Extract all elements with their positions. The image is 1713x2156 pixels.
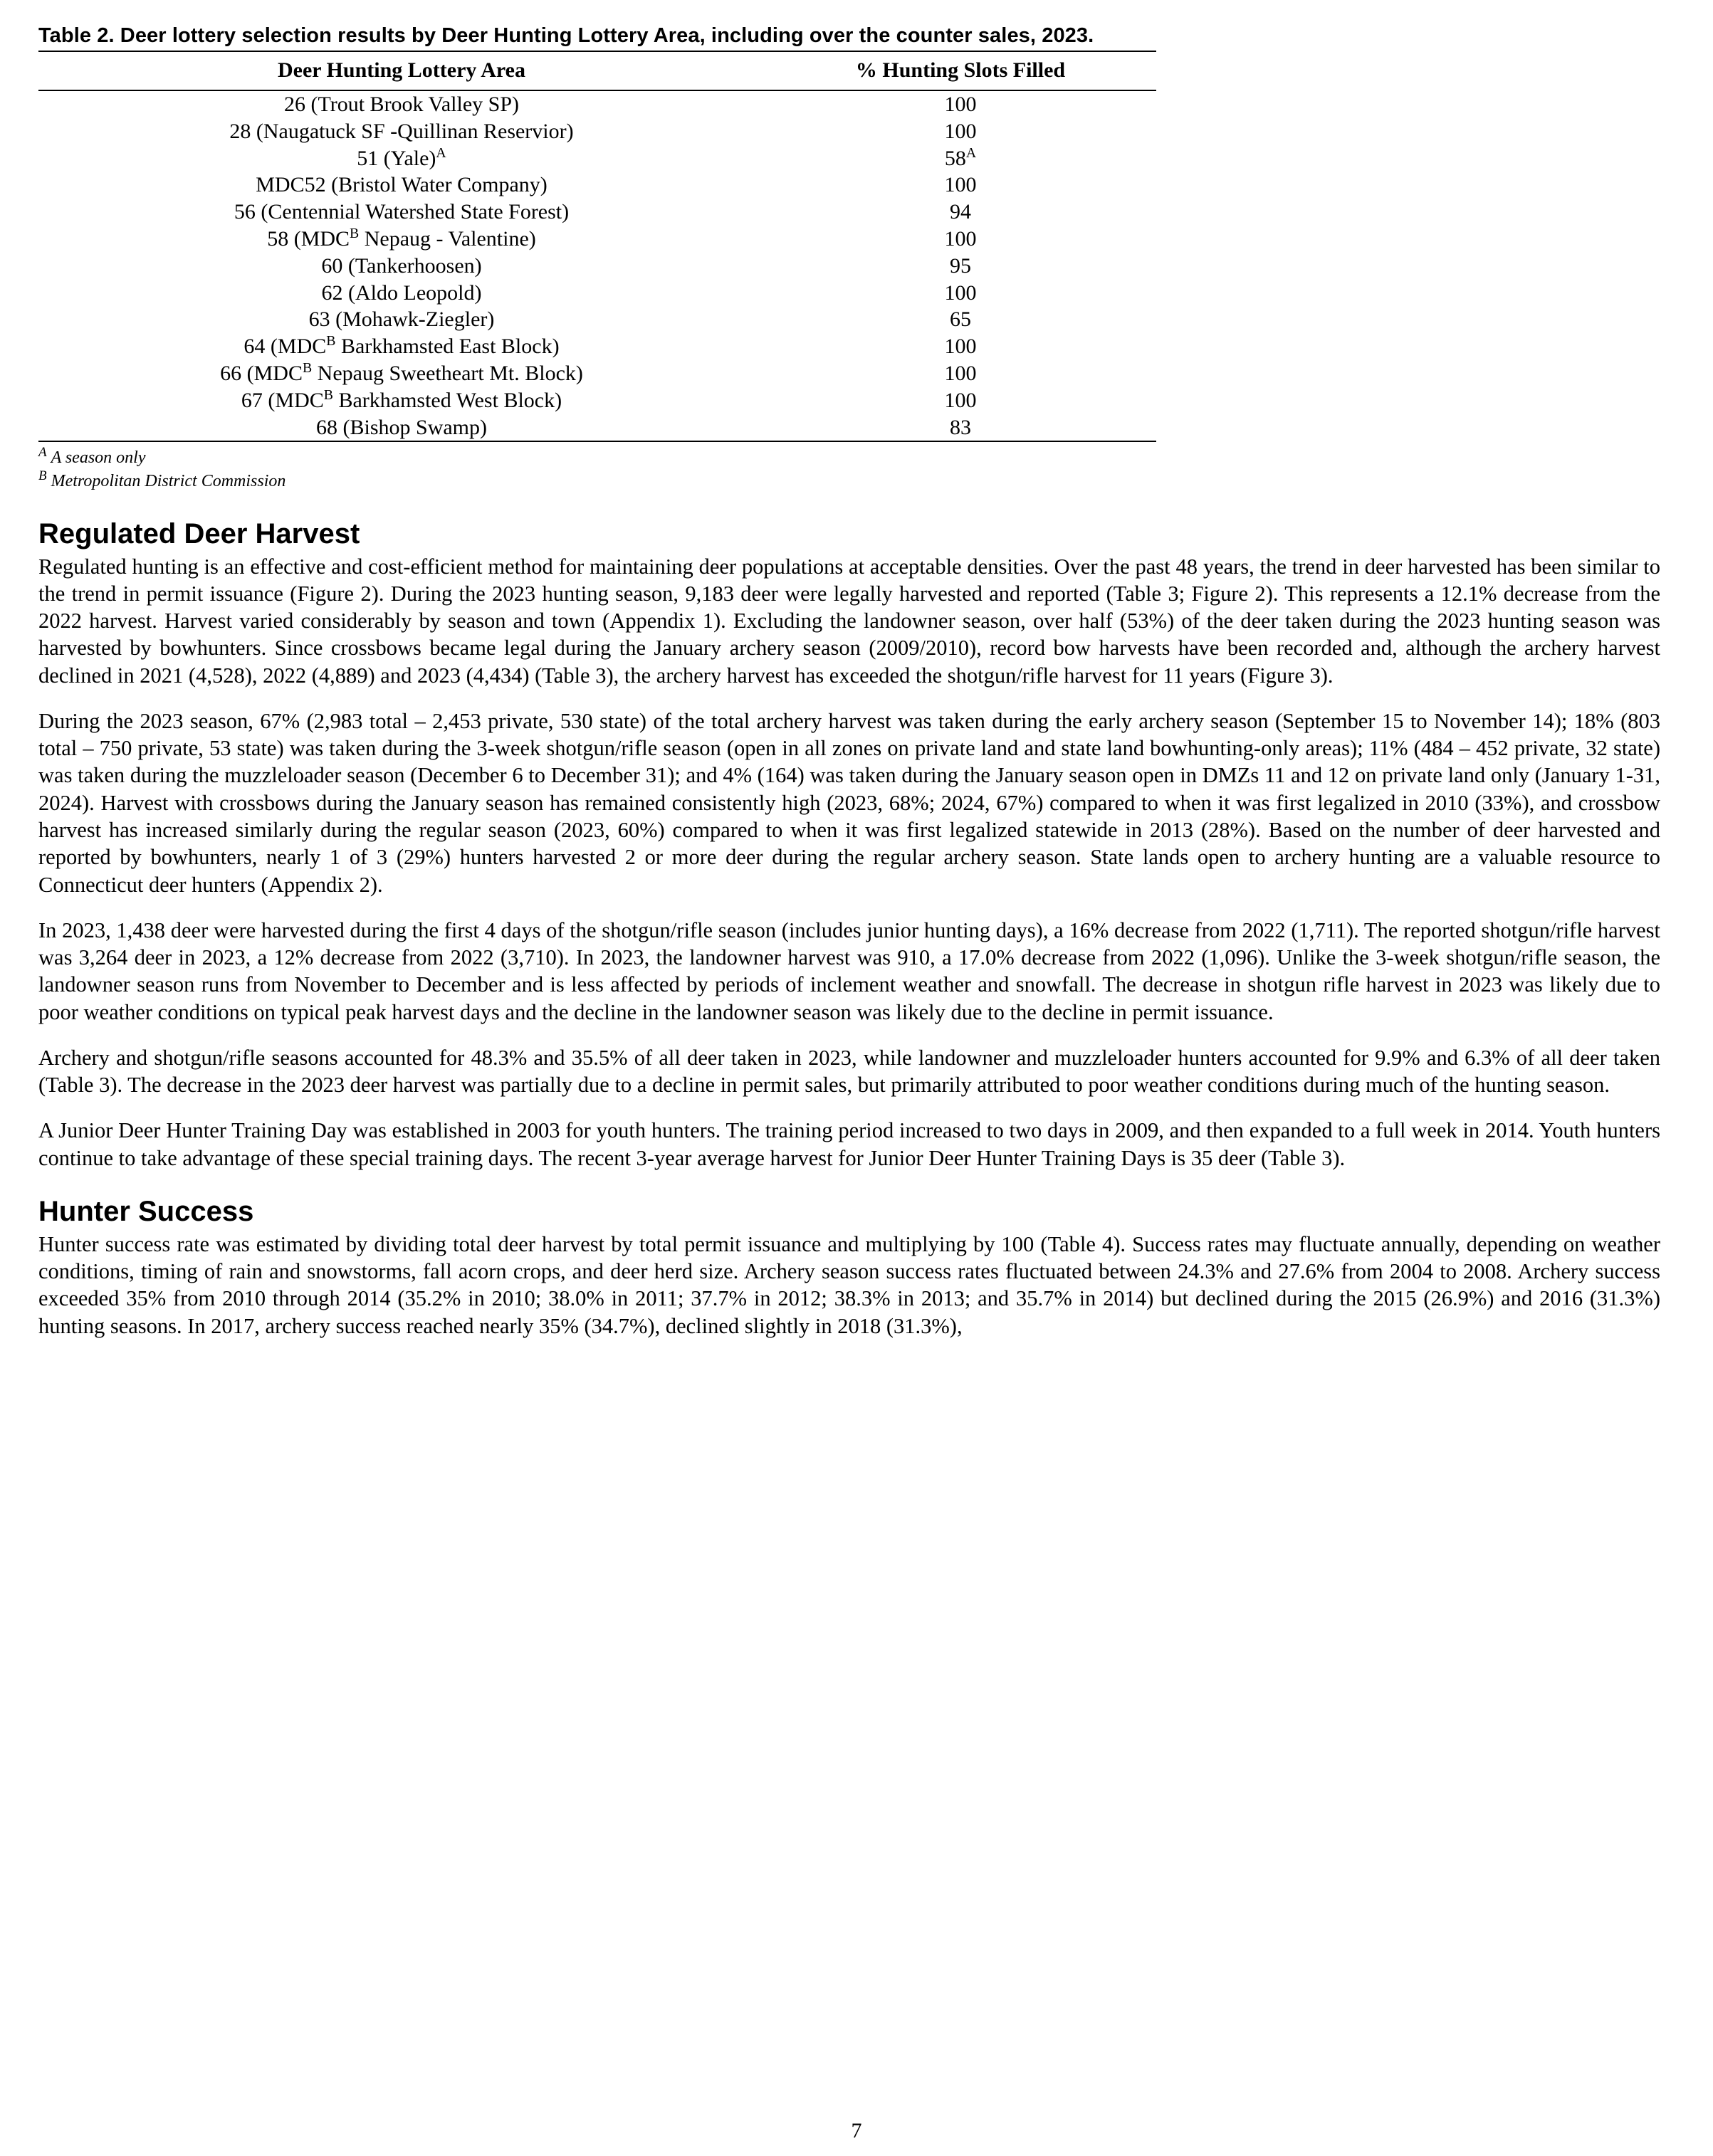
footnote-a (38, 446, 1660, 470)
cell-percent-slots-filled: 100 (944, 388, 977, 412)
paragraph: Regulated hunting is an effective and cost-efficient method for maintaining deer populations at acceptable densities. Over the past 48 years, the trend in deer harvested has been similar to the trend in permit issuance (Figure 2). During the 2023 hunting season, 9,183 deer were legally harvested and reported (Table 3; Figure 2). This represents a 12.1% decrease from the 2022 harvest. Harvest varied considerably by season and town (Appendix 1). Excluding the landowner season, over half (53%) of the deer taken during the 2023 hunting season was harvested by bowhunters. Since crossbows became legal during the January archery season (2009/2010), record bow harvests have been recorded and, although the archery harvest declined in 2021 (4,528), 2022 (4,889) and 2023 (4,434) (Table 3), the archery harvest has exceeded the shotgun/rifle harvest for 11 years (Figure 3). (38, 554, 1660, 688)
table-row (38, 90, 1156, 118)
cell-lottery-area: 28 (Naugatuck SF -Quillinan Reservior) (229, 119, 574, 143)
cell-lottery-area: 58 ($MDC^B$ Nepaug - Valentine) (267, 225, 536, 251)
cell-lottery-area: 63 (Mohawk-Ziegler) (308, 307, 495, 332)
table-row (38, 199, 1156, 226)
cell-percent-slots-filled: 65 (950, 307, 971, 332)
cell-percent-slots-filled: 100 (944, 361, 977, 385)
cell-percent-slots-filled: 100 (944, 226, 977, 251)
table-row (38, 414, 1156, 442)
column-header-pct: % Hunting Slots Filled (765, 51, 1156, 90)
cell-lottery-area: 67 ($MDC^B$ Barkhamsted West Block) (241, 386, 562, 412)
table-container (38, 51, 1156, 442)
cell-percent-slots-filled: 100 (944, 173, 977, 197)
table-row (38, 145, 1156, 172)
paragraph: Archery and shotgun/rifle seasons accounted for 48.3% and 35.5% of all deer taken in 2023, while landowner and muzzleloader hunters accounted for 9.9% and 6.3% of all deer taken (Table 3). The decrease in the 2023 deer harvest was partially due to a decline in permit sales, but primarily attributed to poor weather conditions during much of the hunting season. (38, 1045, 1660, 1098)
cell-lottery-area: 56 (Centennial Watershed State Forest) (234, 200, 570, 224)
cell-percent-slots-filled: 100 (944, 335, 977, 359)
cell-lottery-area: 60 (Tankerhoosen) (321, 253, 482, 278)
table-row (38, 306, 1156, 333)
footnote-b-mark: B (38, 468, 47, 484)
cell-percent-slots-filled: 94 (950, 200, 971, 224)
footnote-a-mark: A (38, 445, 47, 461)
table-row (38, 226, 1156, 253)
cell-percent-slots-filled: 83 (765, 414, 1156, 442)
cell-lottery-area: 51 (Yale)$^A$ (357, 144, 446, 170)
footnote-a-text: A season only (51, 448, 146, 468)
cell-percent-slots-filled: 100 (944, 93, 977, 116)
cell-lottery-area: 66 ($MDC^B$ Nepaug Sweetheart Mt. Block) (220, 359, 583, 385)
cell-lottery-area: 68 (Bishop Swamp) (38, 414, 765, 442)
table-row (38, 253, 1156, 280)
footnote-b (38, 470, 1660, 493)
table-head (38, 51, 1156, 90)
cell-lottery-area: 64 ($MDC^B$ Barkhamsted East Block) (243, 333, 560, 359)
table-row (38, 280, 1156, 307)
section-heading-regulated-deer-harvest: Regulated Deer Harvest (38, 517, 360, 549)
table-row (38, 172, 1156, 199)
table-row (38, 118, 1156, 145)
paragraph: During the 2023 season, 67% (2,983 total – 2,453 private, 530 state) of the total archery harvest was taken during the early archery season (September 15 to November 14); 18% (803 total – 750 private, 53 state) was taken during the 3-week shotgun/rifle season (open in all zones on private land and state land bowhunting-only areas); 11% (484 – 452 private, 32 state) was taken during the muzzleloader season (December 6 to December 31); and 4% (164) was taken during the January season open in DMZs 11 and 12 on private land only (January 1-31, 2024). Harvest with crossbows during the January season has remained consistently high (2023, 68%; 2024, 67%) compared to when it was first legalized in 2010 (33%), and crossbow harvest has increased similarly during the regular season (2023, 60%) compared to when it was first legalized statewide in 2013 (28%). Based on the number of deer harvested and reported by bowhunters, nearly 1 of 3 (29%) hunters harvested 2 or more deer during the regular archery season. State lands open to archery hunting are a valuable resource to Connecticut deer hunters (Appendix 2). (38, 708, 1660, 897)
table-footnotes (38, 446, 1660, 493)
table-row (38, 333, 1156, 360)
cell-percent-slots-filled: 100 (944, 119, 977, 143)
footnote-b-text: Metropolitan District Commission (51, 472, 286, 491)
paragraph: Hunter success rate was estimated by dividing total deer harvest by total permit issuance and multiplying by 100 (Table 4). Success rates may fluctuate annually, depending on weather conditions, timing of rain and snowstorms, fall acorn crops, and deer herd size. Archery season success rates fluctuated between 24.3% and 27.6% from 2004 to 2008. Archery success exceeded 35% from 2010 through 2014 (35.2% in 2010; 38.0% in 2011; 37.7% in 2012; 38.3% in 2013; and 35.7% in 2014) but declined during the 2015 (26.9%) and 2016 (31.3%) hunting seasons. In 2017, archery success reached nearly 35% (34.7%), declined slightly in 2018 (31.3%), (38, 1231, 1660, 1338)
table-caption: Table 2. Deer lottery selection results by Deer Hunting Lottery Area, including over the counter sales, 2023. (38, 24, 1094, 47)
cell-percent-slots-filled: $58^A$ (944, 144, 977, 170)
table-row (38, 387, 1156, 414)
deer-lottery-table (38, 51, 1156, 442)
page-number: 7 (851, 2119, 862, 2142)
paragraph: In 2023, 1,438 deer were harvested during the first 4 days of the shotgun/rifle season (includes junior hunting days), a 16% decrease from 2022 (1,711). The reported shotgun/rifle harvest was 3,264 deer in 2023, a 12% decrease from 2022 (3,710). In 2023, the landowner harvest was 910, a 17.0% decrease from 2022 (1,096). Unlike the 3-week shotgun/rifle season, the landowner season runs from November to December and is less affected by periods of inclement weather and snowfall. The decrease in shotgun rifle harvest in 2023 was likely due to poor weather conditions on typical peak harvest days and the decline in the landowner season was likely due to the decline in permit issuance. (38, 917, 1660, 1024)
cell-percent-slots-filled: 95 (950, 253, 971, 278)
cell-percent-slots-filled: 100 (944, 280, 977, 305)
table-body (38, 90, 1156, 441)
paragraph: A Junior Deer Hunter Training Day was established in 2003 for youth hunters. The training period increased to two days in 2009, and then expanded to a full week in 2014. Youth hunters continue to take advantage of these special training days. The recent 3-year average harvest for Junior Deer Hunter Training Days is 35 deer (Table 3). (38, 1118, 1660, 1170)
table-row (38, 360, 1156, 387)
table-header-row (38, 51, 1156, 90)
column-header-area: Deer Hunting Lottery Area (38, 51, 765, 90)
cell-lottery-area: 62 (Aldo Leopold) (321, 280, 482, 305)
cell-lottery-area: MDC52 (Bristol Water Company) (256, 173, 548, 197)
cell-lottery-area: 26 (Trout Brook Valley SP) (283, 93, 520, 116)
section-heading-hunter-success: Hunter Success (38, 1195, 254, 1227)
